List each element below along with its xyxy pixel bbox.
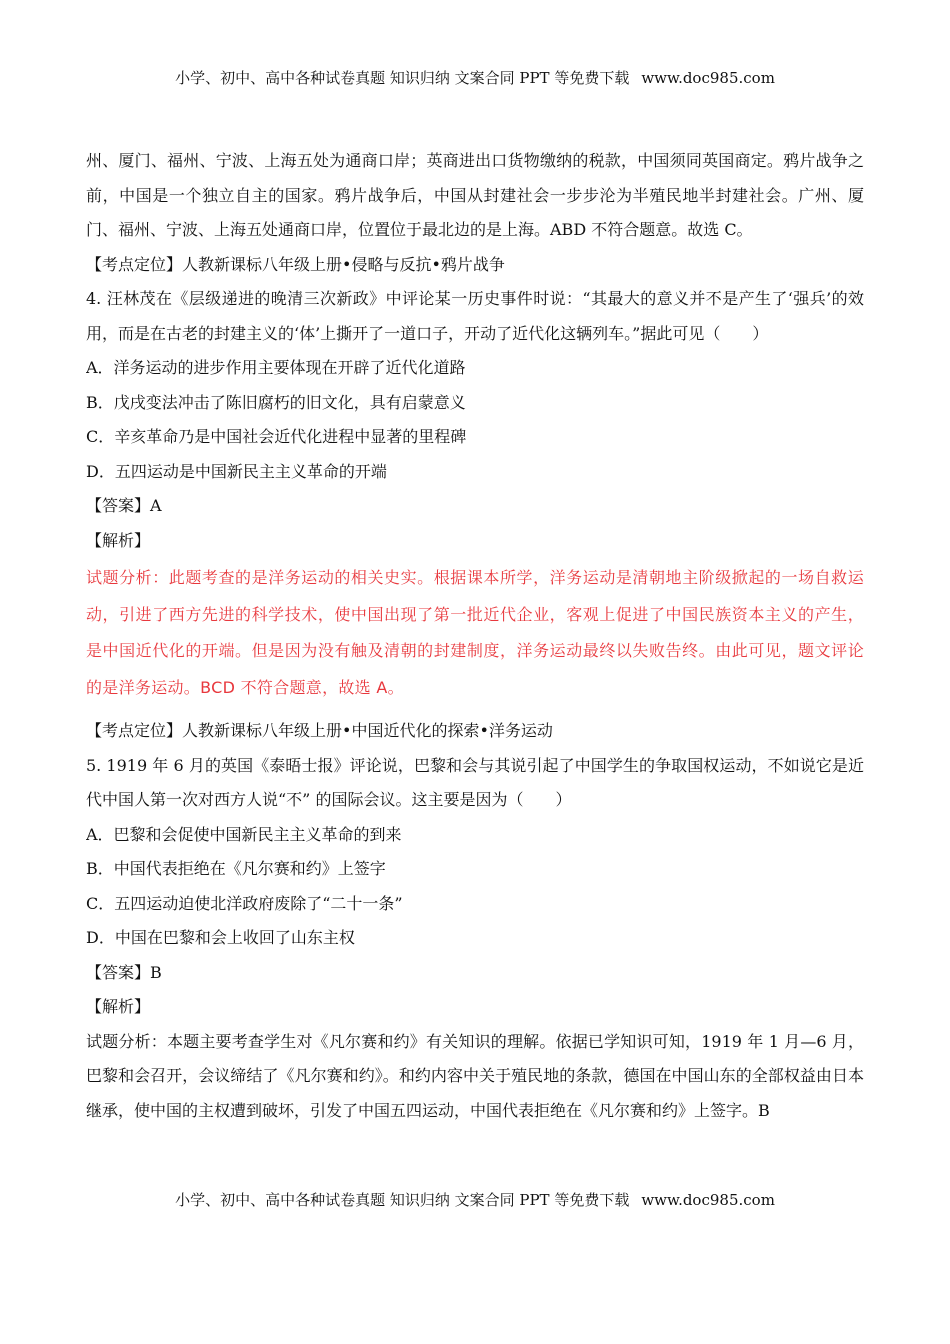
- q4-option-c: C．辛亥革命乃是中国社会近代化进程中显著的里程碑: [86, 427, 467, 446]
- q5-option-c: C．五四运动迫使北洋政府废除了“二十一条”: [86, 893, 403, 913]
- q4-analysis-text: 试题分析：此题考查的是洋务运动的相关史实。根据课本所学，洋务运动是清朝地主阶级掀起的一场自救运动，引进了西方先进的科学技术，使中国出现了第一批近代企业，客观上促进了中国民族资本主义的产生，是中国近代化的开端。但是因为没有触及清朝的封建制度，洋务运动最终以失败告终。由此可见，题文评论的是洋务运动。BCD 不符合题意，故选 A。: [86, 568, 864, 697]
- footer-text: 小学、初中、高中各种试卷真题 知识归纳 文案合同 PPT 等免费下载: [175, 1191, 630, 1209]
- q4-option-b: B．戊戌变法冲击了陈旧腐朽的旧文化，具有启蒙意义: [86, 392, 466, 412]
- q5-analysis-label: 【解析】: [86, 997, 151, 1016]
- q4-analysis-label: 【解析】: [86, 530, 151, 550]
- q3-tail-paragraph: 州、厦门、福州、宁波、上海五处为通商口岸；英商进出口货物缴纳的税款，中国须同英国商定。鸦片战争之前，中国是一个独立自主的国家。鸦片战争后，中国从封建社会一步步沦为半殖民地半封建社会。广州、厦门、福州、宁波、上海五处通商口岸，位置位于最北边的是上海。ABD 不符合题意。故选 C。: [86, 151, 864, 239]
- q4-stem: 4. 汪林茂在《层级递进的晚清三次新政》中评论某一历史事件时说：“其最大的意义并不是产生了‘强兵’的效用，而是在古老的封建主义的‘体’上撕开了一道口子，开动了近代化这辆列车。”据此可见（ ）: [86, 289, 864, 343]
- q4-option-a: A．洋务运动的进步作用主要体现在开辟了近代化道路: [86, 358, 466, 377]
- page-header: [0, 68, 950, 88]
- q5-analysis-text: 试题分析：本题主要考查学生对《凡尔赛和约》有关知识的理解。依据已学知识可知，1919 年 1 月—6 月，巴黎和会召开，会议缔结了《凡尔赛和约》。和约内容中关于殖民地的条款，德国在中国山东的全部权益由日本继承，使中国的主权遭到破坏，引发了中国五四运动，中国代表拒绝在《凡尔赛和约》上签字。B: [86, 1031, 864, 1120]
- header-url-link[interactable]: www.doc985.com: [641, 69, 775, 87]
- document-body: [86, 144, 864, 1128]
- q4-option-d: D．五四运动是中国新民主主义革命的开端: [86, 461, 387, 481]
- q5-option-b: B．中国代表拒绝在《凡尔赛和约》上签字: [86, 859, 386, 878]
- q4-answer: 【答案】A: [86, 496, 162, 515]
- q5-option-a: A．巴黎和会促使中国新民主主义革命的到来: [86, 824, 402, 844]
- header-text: 小学、初中、高中各种试卷真题 知识归纳 文案合同 PPT 等免费下载: [175, 69, 630, 87]
- footer-url-link[interactable]: www.doc985.com: [641, 1191, 775, 1209]
- q4-knowledge-point: 【考点定位】人教新课标八年级上册•中国近代化的探索•洋务运动: [86, 721, 553, 740]
- q3-knowledge-point: 【考点定位】人教新课标八年级上册•侵略与反抗•鸦片战争: [86, 254, 505, 274]
- q5-answer: 【答案】B: [86, 962, 162, 982]
- q5-stem: 5. 1919 年 6 月的英国《泰晤士报》评论说，巴黎和会与其说引起了中国学生的争取国权运动，不如说它是近代中国人第一次对西方人说“不” 的国际会议。这主要是因为（ ）: [86, 755, 864, 809]
- page-footer: [0, 1190, 950, 1210]
- q5-option-d: D．中国在巴黎和会上收回了山东主权: [86, 928, 355, 947]
